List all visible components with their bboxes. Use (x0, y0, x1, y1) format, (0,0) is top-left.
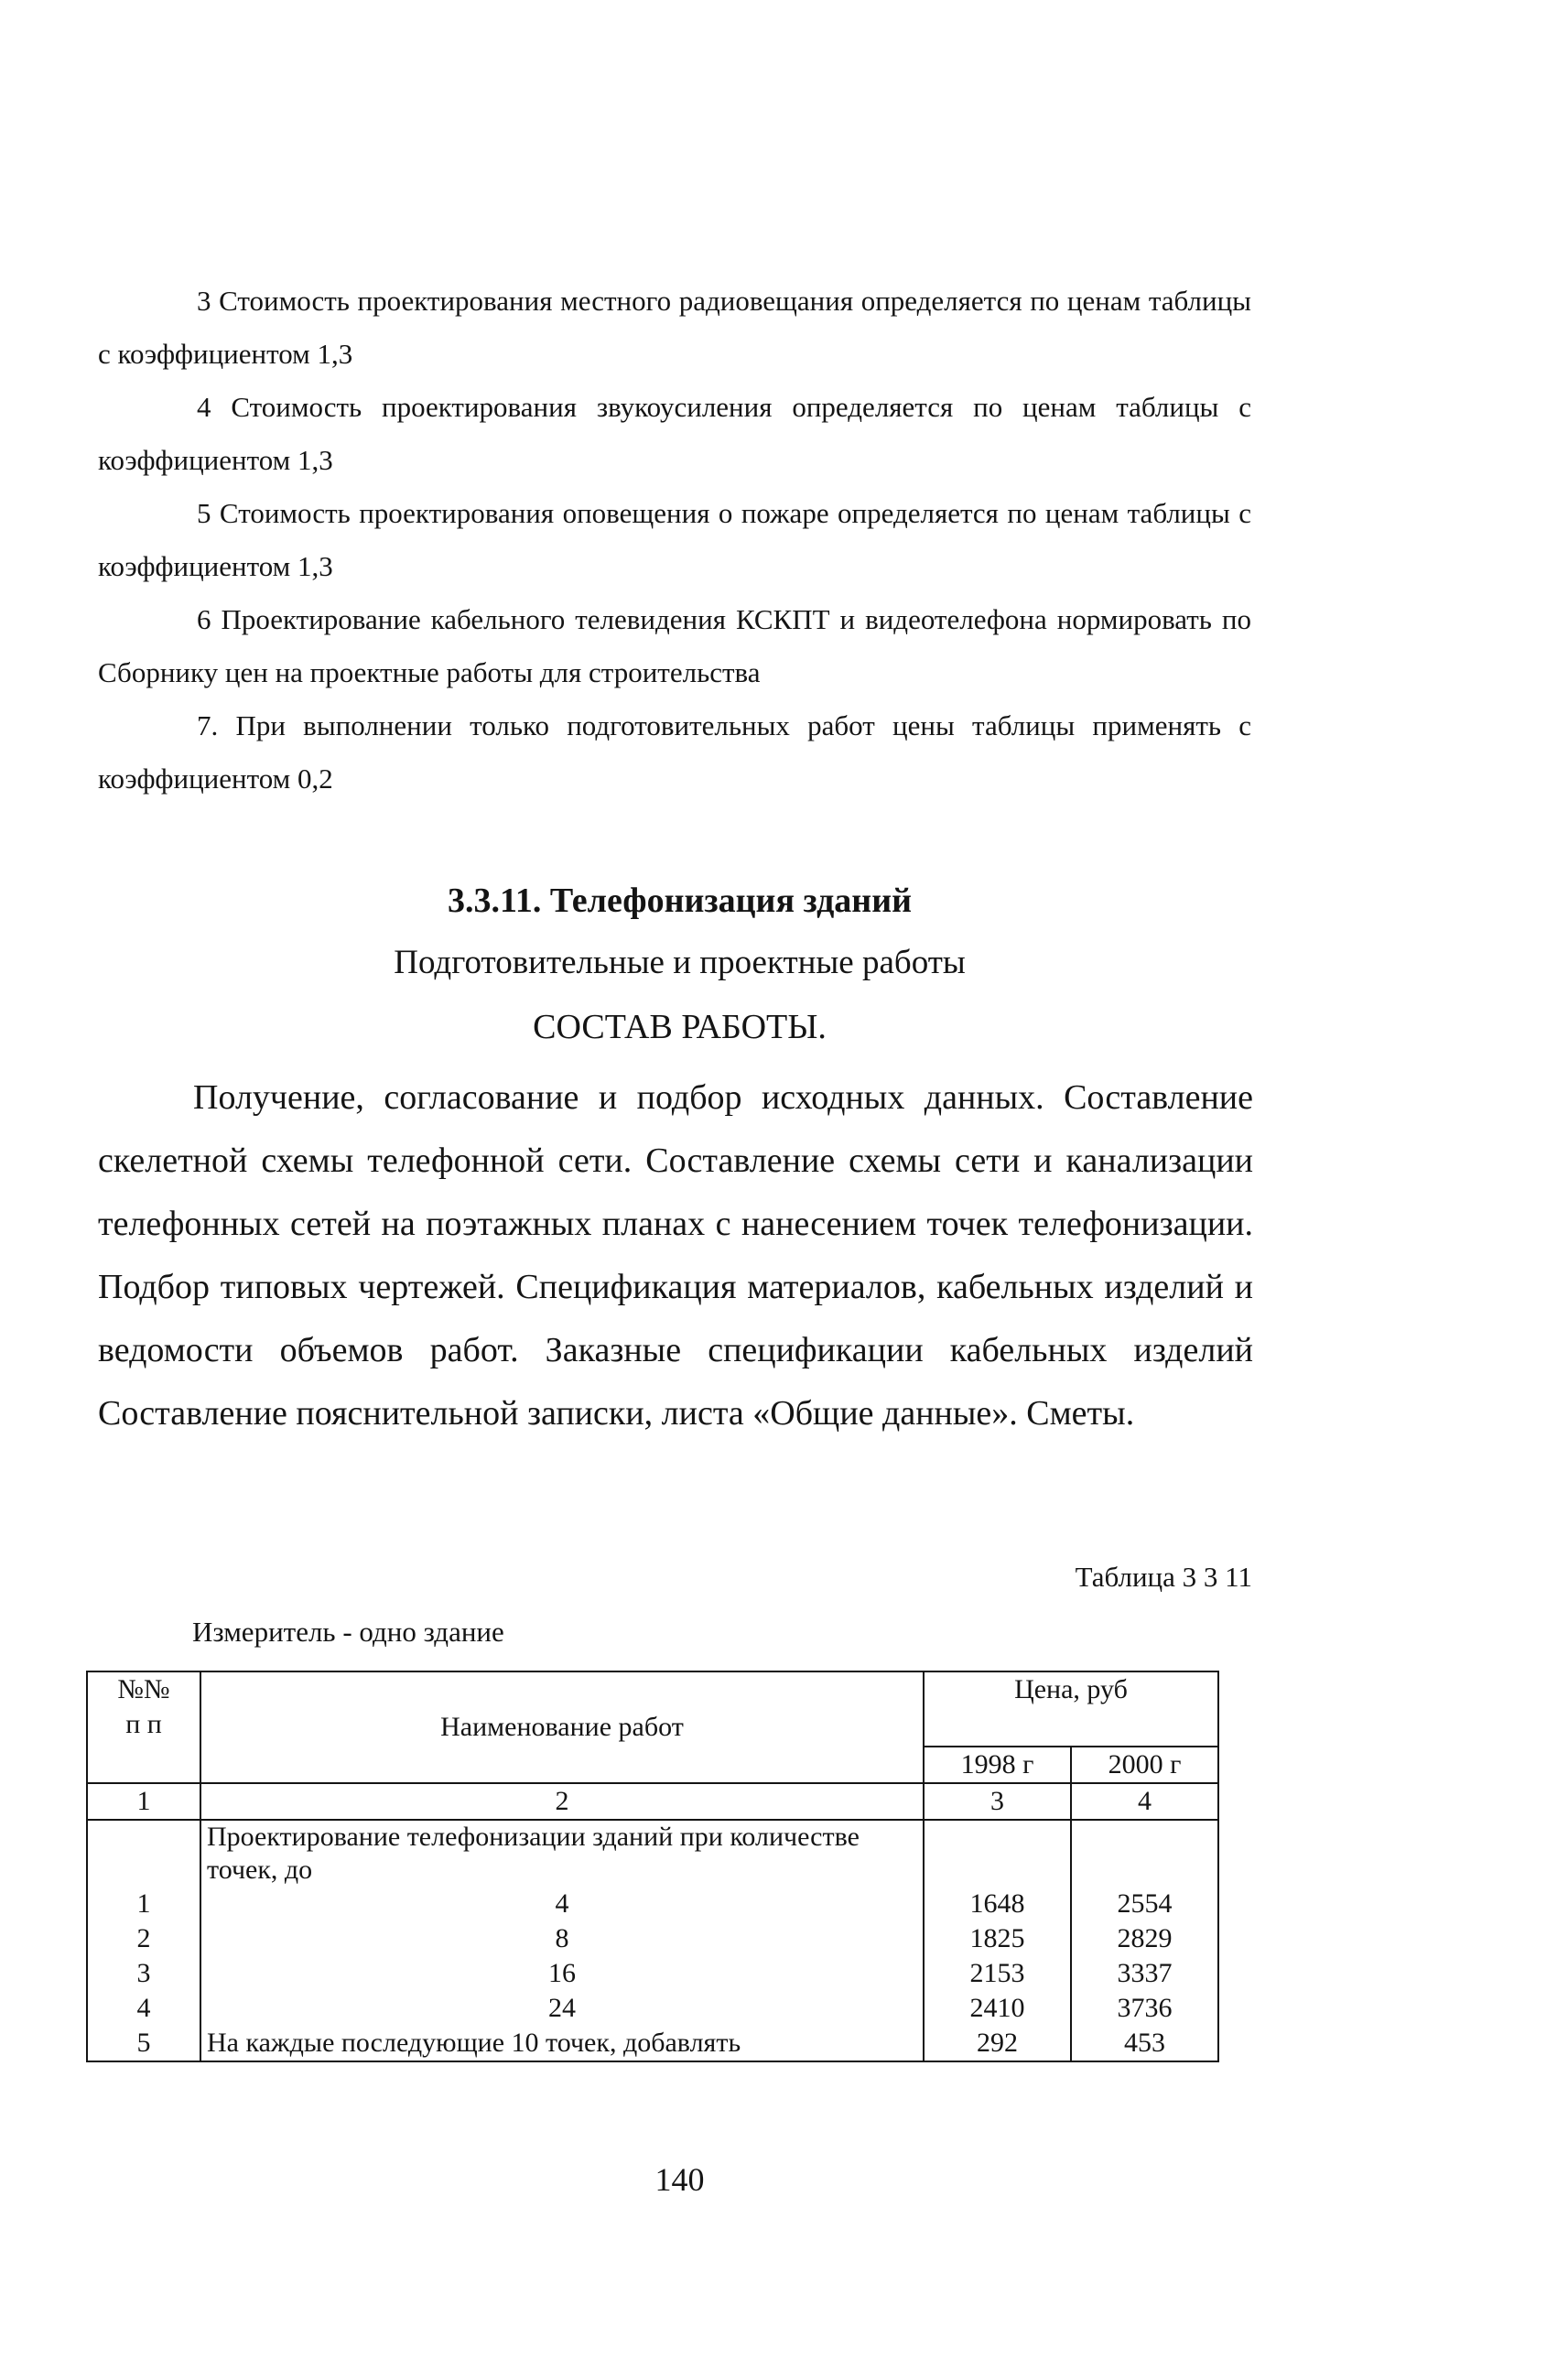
note-7: 7. При выполнении только подготовительных работ цены таблицы применять с коэффициентом 0,2 (98, 709, 1251, 795)
table-header-row (87, 1671, 1218, 1747)
header-number-line1: №№ (117, 1674, 170, 1704)
row-price-2000: 3736 (1071, 1991, 1218, 2026)
table-row (87, 1956, 1218, 1991)
note-4: 4 Стоимость проектирования звукоусиления определяется по ценам таблицы с коэффициентом 1,3 (98, 391, 1251, 476)
row-price-1998: 1825 (924, 1921, 1071, 1956)
row-number: 4 (87, 1991, 200, 2026)
section-title: 3.3.11. Телефонизация зданий (447, 882, 912, 920)
page-number: 140 (654, 2161, 705, 2198)
row-price-1998: 2410 (924, 1991, 1071, 2026)
row-price-1998: 292 (924, 2026, 1071, 2061)
table-caption: Таблица 3 3 11 (1075, 1561, 1252, 1593)
row-price-2000: 3337 (1071, 1956, 1218, 1991)
column-number: 2 (200, 1783, 924, 1820)
table-row (87, 1921, 1218, 1956)
work-composition-text: Получение, согласование и подбор исходных данных. Составление скелетной схемы телефонной сети. Составление схемы сети и канализации телефонных сетей на поэтажных планах с нанесением точек телефонизации. Подбор типовых чертежей. Спецификация материалов, кабельных изделий и ведомости объемов работ. Заказные спецификации кабельных изделий Составление пояснительной записки, листа «Общие данные». Сметы. (98, 1078, 1253, 1433)
row-work-name: 4 (200, 1887, 924, 1921)
row-price-1998: 2153 (924, 1956, 1071, 1991)
row-work-name: 16 (200, 1956, 924, 1991)
header-work-name: Наименование работ (200, 1671, 924, 1783)
row-number: 5 (87, 2026, 200, 2061)
row-price-2000: 2829 (1071, 1921, 1218, 1956)
table-row (87, 2026, 1218, 2061)
table-row (87, 1887, 1218, 1921)
note-5: 5 Стоимость проектирования оповещения о пожаре определяется по ценам таблицы с коэффициентом 1,3 (98, 497, 1251, 582)
row-price-2000: 2554 (1071, 1887, 1218, 1921)
row-work-name: 24 (200, 1991, 924, 2026)
notes-block (98, 275, 1251, 806)
row-price-1998: 1648 (924, 1887, 1071, 1921)
header-number-line2: п п (125, 1709, 162, 1739)
header-number (87, 1671, 200, 1783)
row-work-name: 8 (200, 1921, 924, 1956)
table-meter: Измеритель - одно здание (192, 1616, 504, 1648)
note-6: 6 Проектирование кабельного телевидения КСКПТ и видеотелефона нормировать по Сборнику цен на проектные работы для строительства (98, 603, 1251, 688)
table-row (87, 1991, 1218, 2026)
row-number: 2 (87, 1921, 200, 1956)
header-price: Цена, руб (924, 1671, 1218, 1747)
row-work-name: На каждые последующие 10 точек, добавлять (200, 2026, 924, 2061)
column-number: 4 (1071, 1783, 1218, 1820)
header-year-1998: 1998 г (924, 1747, 1071, 1783)
row-number: 1 (87, 1887, 200, 1921)
price-table (86, 1671, 1219, 2062)
header-year-2000: 2000 г (1071, 1747, 1218, 1783)
work-composition-heading: СОСТАВ РАБОТЫ. (533, 1008, 827, 1046)
table-intro-text: Проектирование телефонизации зданий при количестве точек, до (200, 1820, 924, 1887)
row-number: 3 (87, 1956, 200, 1991)
table-column-numbers-row (87, 1783, 1218, 1820)
column-number: 1 (87, 1783, 200, 1820)
table-row-intro (87, 1820, 1218, 1887)
row-price-2000: 453 (1071, 2026, 1218, 2061)
section-subtitle: Подготовительные и проектные работы (394, 944, 966, 981)
note-3: 3 Стоимость проектирования местного радиовещания определяется по ценам таблицы с коэффициентом 1,3 (98, 285, 1251, 370)
column-number: 3 (924, 1783, 1071, 1820)
